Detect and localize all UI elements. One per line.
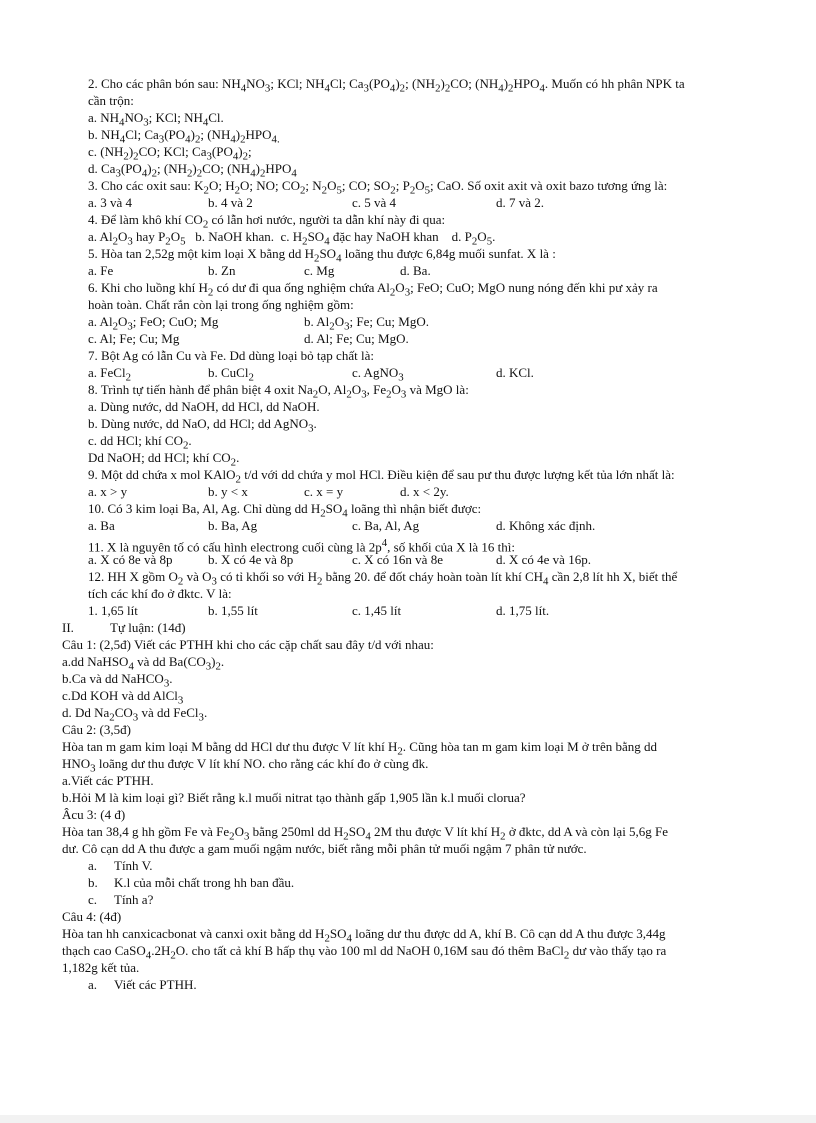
text-segment: b. <box>88 875 98 890</box>
text-segment: b. CuCl$_2$ <box>208 365 254 384</box>
text-segment: b.Hỏi M là kim loại gì? Biết rằng k.l muối nitrat tạo thành gấp 1,905 lần k.l muối clorua? <box>62 790 526 805</box>
text-line <box>88 178 770 197</box>
text-segment: cần trộn: <box>88 93 134 108</box>
text-segment: d. x < 2y. <box>400 484 449 499</box>
text-segment: tích các khí đo ở đktc. V là: <box>88 586 232 601</box>
text-segment: b. y < x <box>208 484 248 499</box>
text-segment: a. $Al_2O_3$; FeO; CuO; Mg <box>88 314 219 333</box>
text-line <box>88 229 770 248</box>
page-footer-band <box>0 1115 816 1123</box>
text-line <box>88 280 770 299</box>
text-segment: 6. Khi cho luồng khí $H_2$ có dư đi qua ống nghiệm chứa $Al_2O_3$; FeO; CuO; MgO nung nóng đến khi pư xảy ra <box>88 280 658 299</box>
text-line <box>88 433 770 452</box>
text-segment: dư. Cô cạn dd A thu được a gam muối ngậm nước, biết rằng mỗi phân tử muối ngậm 7 phân tử nước. <box>62 841 587 856</box>
text-segment: c. X có 16n và 8e <box>352 552 443 567</box>
text-line <box>88 263 770 279</box>
text-segment: thạch cao $CaSO_4.2H_2O$. cho tất cả khí B hấp thụ vào 100 ml dd NaOH 0,16M sau đó thêm BaCl$_2$ dư vào thấy tạo ra <box>62 943 667 962</box>
text-segment: 8. Trình tự tiến hành để phân biệt 4 oxit $Na_2O$, $Al_2O_3$, $Fe_2O_3$ và MgO là: <box>88 382 469 401</box>
text-line <box>62 773 770 789</box>
text-line <box>62 688 770 707</box>
text-line <box>62 943 770 962</box>
text-segment: 1. 1,65 lít <box>88 603 138 618</box>
text-segment: a. X có 8e và 8p <box>88 552 173 567</box>
text-segment: Viết các PTHH. <box>114 977 197 992</box>
text-segment: Hòa tan 38,4 g hh gồm Fe và $Fe_2O_3$ bằng 250ml dd $H_2SO_4$ 2M thu được V lít khí $H_2$ ở đktc, dd A và còn lại 5,6g Fe <box>62 824 669 843</box>
text-segment: c. 1,45 lít <box>352 603 402 618</box>
text-segment: c. 5 và 4 <box>352 195 397 210</box>
text-line <box>62 654 770 673</box>
text-line <box>62 620 770 636</box>
text-segment: 2. Cho các phân bón sau: $NH_4NO_3$; KCl; $NH_4Cl$; $Ca_3(PO_4)_2$; $(NH_2)_2CO$; $(NH_4)_2HPO_4$. Muốn có hh phân NPK ta <box>88 76 685 95</box>
text-segment: c. Al; Fe; Cu; Mg <box>88 331 180 346</box>
text-line <box>88 569 770 588</box>
text-line <box>88 484 770 500</box>
text-segment: 3. Cho các oxit sau: $K_2O$; $H_2O$; NO; $CO_2$; $N_2O_5$; CO; $SO_2$; $P_2O_5$; CaO. Số oxit axit và oxit bazo tương ứng là: <box>88 178 668 197</box>
text-line <box>88 76 770 95</box>
text-line <box>88 127 770 146</box>
text-line <box>88 977 770 993</box>
text-segment: II. <box>62 620 74 635</box>
text-segment: d. X có 4e và 16p. <box>496 552 591 567</box>
text-line <box>88 331 770 347</box>
text-segment: d. Ba. <box>400 263 431 278</box>
text-segment: d. 7 và 2. <box>496 195 545 210</box>
text-segment: a. Ba <box>88 518 115 533</box>
text-segment: d. Dd $Na_2CO_3$ và dd FeCl$_3$. <box>62 705 208 724</box>
text-line <box>88 467 770 486</box>
text-line <box>62 960 770 976</box>
text-segment: b. X có 4e và 8p <box>208 552 294 567</box>
text-segment: b. $Al_2O_3$; Fe; Cu; MgO. <box>304 314 429 333</box>
text-segment: c. dd HCl; khí $CO_2$. <box>88 433 192 452</box>
text-segment: Câu 2: (3,5đ) <box>62 722 131 737</box>
text-segment: Hòa tan m gam kim loại M bằng dd HCl dư thu được V lít khí $H_2$. Cũng hòa tan m gam kim loại M ở trên bằng dd <box>62 739 657 758</box>
text-segment: b. Ba, Ag <box>208 518 258 533</box>
text-line <box>88 161 770 180</box>
text-segment: Hòa tan hh canxicacbonat và canxi oxit bằng dd $H_2SO_4$ loãng dư thu được dd A, khí B. Cô cạn dd A thu được 3,44g <box>62 926 666 945</box>
text-segment: c. Ba, Al, Ag <box>352 518 420 533</box>
text-line <box>62 739 770 758</box>
text-segment: c. x = y <box>304 484 344 499</box>
text-line <box>88 348 770 364</box>
text-line <box>88 586 770 602</box>
text-line <box>88 365 770 384</box>
text-line <box>88 110 770 129</box>
text-segment: 9. Một dd chứa x mol KAlO$_2$ t/d với dd chứa y mol HCl. Điều kiện để sau pư thu được lượng kết tủa lớn nhất là: <box>88 467 675 486</box>
text-segment: c. AgNO$_3$ <box>352 365 404 384</box>
text-line <box>88 875 770 891</box>
text-segment: a.dd NaHSO$_4$ và dd $Ba(CO_3)_2$. <box>62 654 225 673</box>
text-segment: b. 4 và 2 <box>208 195 253 210</box>
text-line <box>62 671 770 690</box>
text-segment: a. $NH_4NO_3$; KCl; $NH_4Cl$. <box>88 110 224 129</box>
text-segment: b. Zn <box>208 263 236 278</box>
text-segment: $HNO_3$ loãng dư thu được V lít khí NO. cho rằng các khí đo ở cùng đk. <box>62 756 429 775</box>
text-line <box>88 518 770 534</box>
text-segment: 4. Để làm khô khí $CO_2$ có lẫn hơi nước, người ta dẫn khí này đi qua: <box>88 212 446 231</box>
text-segment: c. Mg <box>304 263 335 278</box>
text-line <box>62 824 770 843</box>
text-segment: a. <box>88 977 98 992</box>
text-segment: a. FeCl$_2$ <box>88 365 131 384</box>
text-segment: d. Al; Fe; Cu; MgO. <box>304 331 409 346</box>
text-segment: b.Ca và dd NaHCO$_3$. <box>62 671 173 690</box>
text-line <box>88 195 770 211</box>
text-segment: Câu 1: (2,5đ) Viết các PTHH khi cho các cặp chất sau đây t/d với nhau: <box>62 637 434 652</box>
text-line <box>88 535 770 555</box>
text-line <box>88 382 770 401</box>
text-segment: c. $(NH_2)_2CO$; KCl; $Ca_3(PO_4)_2$; <box>88 144 252 163</box>
text-segment: 7. Bột Ag có lẫn Cu và Fe. Dd dùng loại bỏ tạp chất là: <box>88 348 374 363</box>
text-line <box>62 756 770 775</box>
text-segment: d. Không xác định. <box>496 518 596 533</box>
text-line <box>88 212 770 231</box>
text-segment: K.l của mỗi chất trong hh ban đầu. <box>114 875 295 890</box>
text-line <box>88 552 770 568</box>
text-line <box>62 637 770 653</box>
text-line <box>88 297 770 313</box>
text-segment: Câu 4: (4đ) <box>62 909 122 924</box>
text-segment: Âcu 3: (4 đ) <box>62 807 126 822</box>
text-line <box>62 926 770 945</box>
text-segment: c. <box>88 892 98 907</box>
text-line <box>88 450 770 469</box>
text-segment: Tính V. <box>114 858 153 873</box>
text-line <box>62 841 770 857</box>
text-line <box>88 892 770 908</box>
text-segment: a.Viết các PTHH. <box>62 773 154 788</box>
text-line <box>88 93 770 109</box>
text-line <box>88 501 770 520</box>
text-segment: b. $NH_4Cl$; $Ca_3(PO_4)_2$; $(NH_4)_2HPO_{4.}$ <box>88 127 280 146</box>
text-line <box>88 416 770 435</box>
text-line <box>88 144 770 163</box>
text-segment: b. 1,55 lít <box>208 603 258 618</box>
text-segment: 1,182g kết tủa. <box>62 960 140 975</box>
text-segment: d. KCl. <box>496 365 534 380</box>
text-segment: Dd NaOH; dd HCl; khí $CO_2$. <box>88 450 240 469</box>
text-segment: a. Fe <box>88 263 114 278</box>
text-segment: 10. Có 3 kim loại Ba, Al, Ag. Chỉ dùng dd $H_2SO_4$ loãng thì nhận biết được: <box>88 501 482 520</box>
text-line <box>62 790 770 806</box>
text-line <box>88 246 770 265</box>
text-segment: a. x > y <box>88 484 128 499</box>
text-line <box>62 909 770 925</box>
text-segment: 12. HH X gồm $O_2$ và $O_3$ có tỉ khối so với $H_2$ bằng 20. để đốt cháy hoàn toàn lít khí $CH_4$ cần 2,8 lít hh X, biết thể <box>88 569 678 588</box>
text-line <box>88 399 770 415</box>
text-segment: a. 3 và 4 <box>88 195 133 210</box>
text-segment: a. <box>88 858 98 873</box>
text-segment: Tính a? <box>114 892 154 907</box>
text-segment: Tự luận: (14đ) <box>110 620 186 635</box>
text-segment: a. $Al_2O_3$ hay $P_2O_5$ b. NaOH khan. c. $H_2SO_4$ đặc hay NaOH khan d. $P_2O_5$. <box>88 229 496 248</box>
text-line <box>88 858 770 874</box>
text-segment: d. 1,75 lít. <box>496 603 550 618</box>
text-segment: a. Dùng nước, dd NaOH, dd HCl, dd NaOH. <box>88 399 320 414</box>
text-segment: b. Dùng nước, dd NaO, dd HCl; dd AgNO$_3$. <box>88 416 317 435</box>
text-segment: d. $Ca_3(PO_4)_2$; $(NH_2)_2CO$; $(NH_4)_2HPO_4$ <box>88 161 297 180</box>
text-line <box>62 705 770 724</box>
text-line <box>88 314 770 333</box>
text-line <box>62 807 770 823</box>
text-line <box>88 603 770 619</box>
text-segment: 11. X là nguyên tố có cấu hình electrong cuối cùng là $2p^4$, số khối của X là 16 thì: <box>88 537 515 555</box>
text-line <box>62 722 770 738</box>
text-segment: 5. Hòa tan 2,52g một kim loại X bằng dd $H_2SO_4$ loãng thu được 6,84g muối sunfat. X là : <box>88 246 556 265</box>
text-segment: c.Dd KOH và dd AlCl$_3$ <box>62 688 184 707</box>
text-segment: hoàn toàn. Chất rắn còn lại trong ống nghiệm gồm: <box>88 297 354 312</box>
